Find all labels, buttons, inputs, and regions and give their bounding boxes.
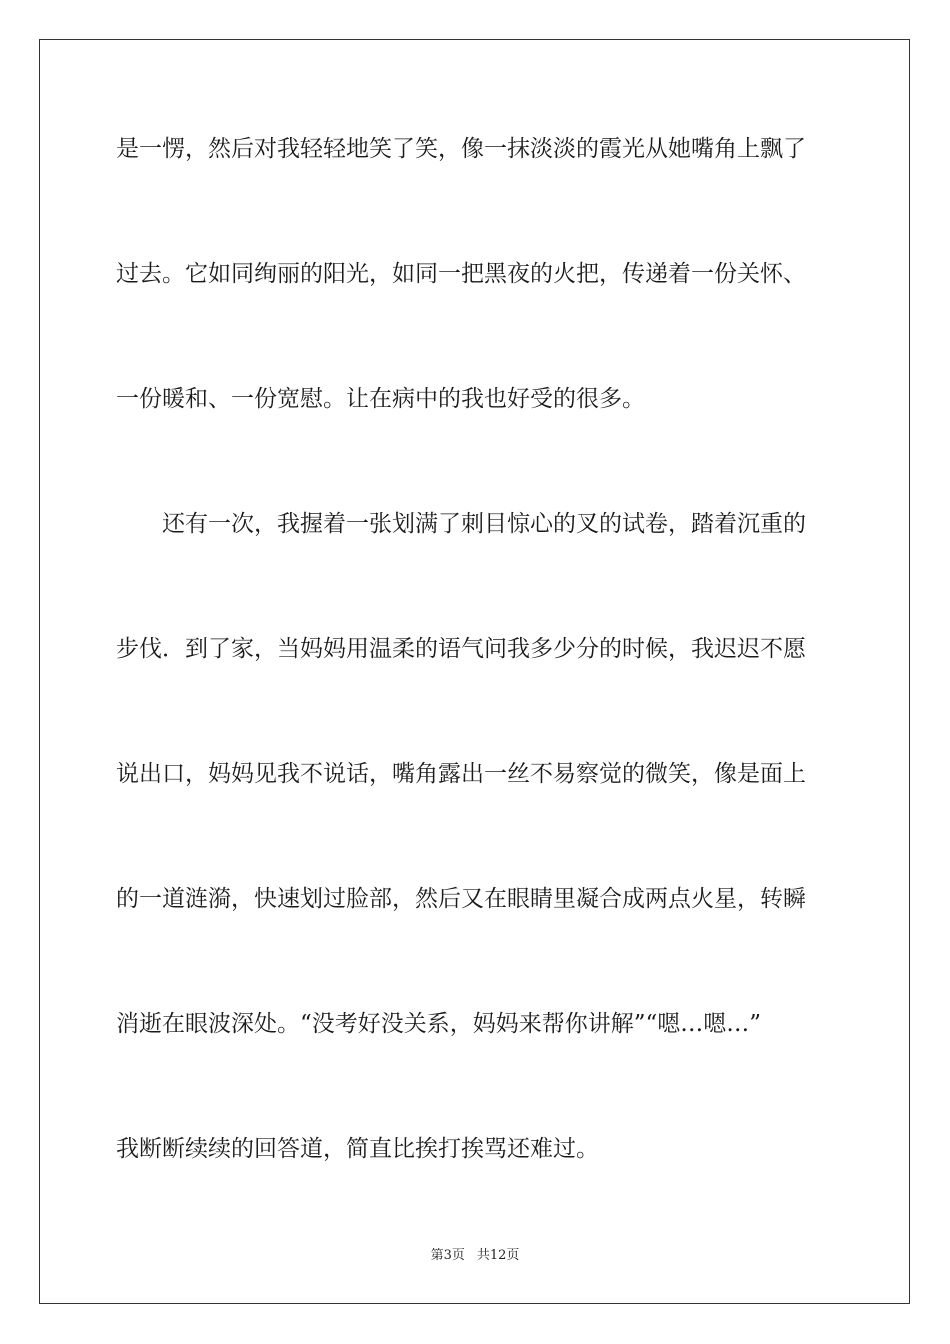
page-footer: [0, 1248, 950, 1264]
text-line: 我断断续续的回答道，简直比挨打挨骂还难过。: [116, 1136, 599, 1162]
page-border: [39, 39, 910, 1304]
text-line: 说出口，妈妈见我不说话，嘴角露出一丝不易察觉的微笑，像是面上: [116, 761, 806, 787]
text-line: 是一愣，然后对我轻轻地笑了笑，像一抹淡淡的霞光从她嘴角上飘了: [116, 136, 806, 162]
text-line: 消逝在眼波深处。“没考好没关系，妈妈来帮你讲解”“嗯…嗯…”: [116, 1011, 762, 1037]
text-line: 的一道涟漪，快速划过脸部，然后又在眼睛里凝合成两点火星，转瞬: [116, 886, 806, 912]
current-page-label: 第3页: [430, 1248, 465, 1263]
text-line: 步伐．到了家，当妈妈用温柔的语气问我多少分的时候，我迟迟不愿: [116, 636, 806, 662]
total-pages-label: 共12页: [476, 1248, 520, 1263]
text-line: 一份暖和、一份宽慰。让在病中的我也好受的很多。: [116, 386, 645, 412]
text-line: 还有一次，我握着一张划满了刺目惊心的叉的试卷，踏着沉重的: [116, 511, 806, 537]
text-line: 过去。它如同绚丽的阳光，如同一把黑夜的火把，传递着一份关怀、: [116, 261, 806, 287]
